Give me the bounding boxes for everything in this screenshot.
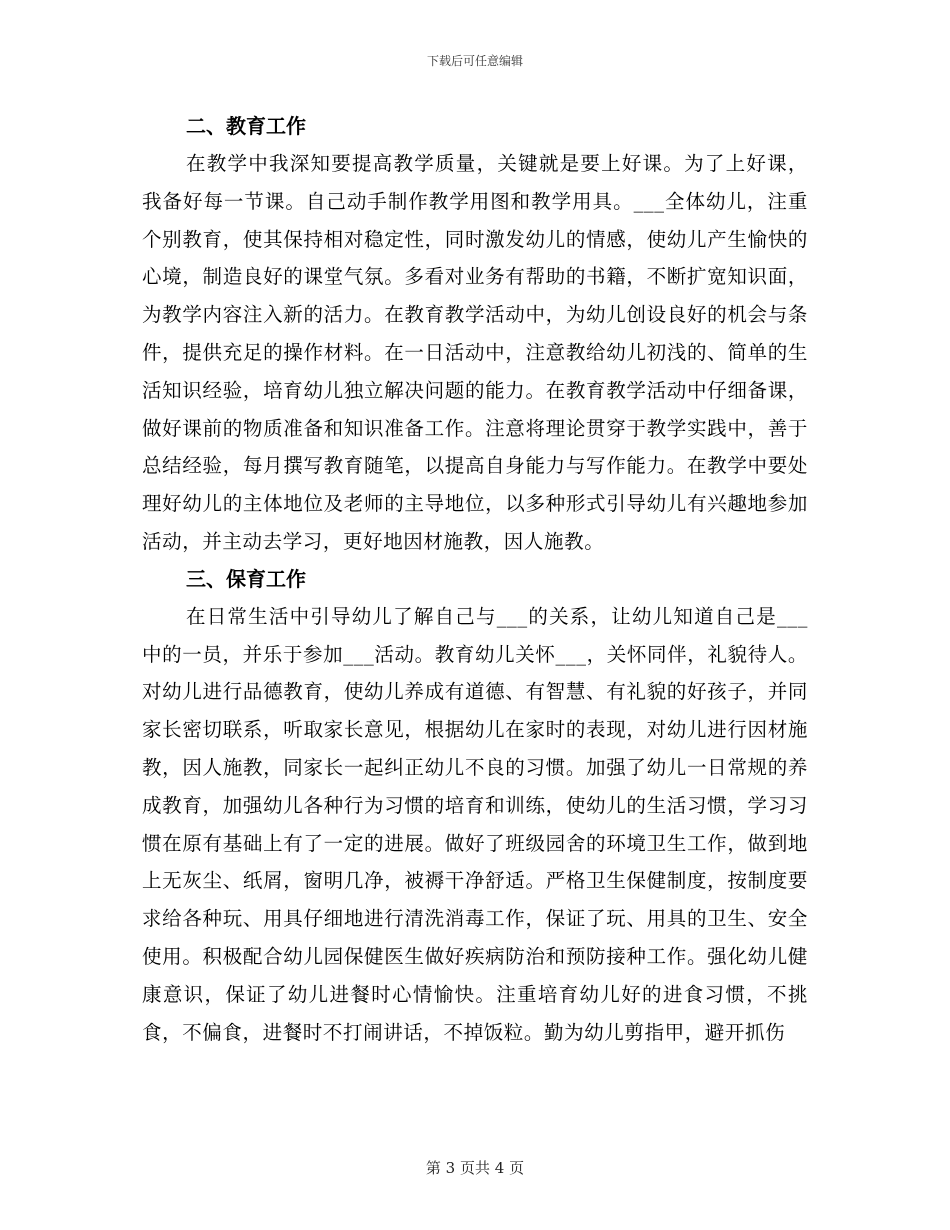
page-header: 下载后可任意编辑	[426, 54, 523, 68]
section-heading-childcare: 三、保育工作	[186, 566, 306, 591]
section-heading-education: 二、教育工作	[186, 114, 306, 138]
document-body	[142, 108, 808, 1051]
page-footer: 第 3 页共 4 页	[425, 1159, 525, 1177]
paragraph-education: 在教学中我深知要提高教学质量，关键就是要上好课。为了上好课，我备好每一节课。自己动手制作教学用图和教学用具。___全体幼儿，注重个别教育，使其保持相对稳定性，同时激发幼儿的情感，使幼儿产生愉快的心境，制造良好的课堂气氛。多看对业务有帮助的书籍，不断扩宽知识面，为教学内容注入新的活力。在教育教学活动中，为幼儿创设良好的机会与条件，提供充足的操作材料。在一日活动中，注意教给幼儿初浅的、简单的生活知识经验，培育幼儿独立解决问题的能力。在教育教学活动中仔细备课，做好课前的物质准备和知识准备工作。注意将理论贯穿于教学实践中，善于总结经验，每月撰写教育随笔，以提高自身能力与写作能力。在教学中要处理好幼儿的主体地位及老师的主导地位，以多种形式引导幼儿有兴趣地参加活动，并主动去学习，更好地因材施教，因人施教。	[142, 152, 808, 553]
paragraph-childcare: 在日常生活中引导幼儿了解自己与___的关系，让幼儿知道自己是___中的一员，并乐于参加___活动。教育幼儿关怀___，关怀同伴，礼貌待人。对幼儿进行品德教育，使幼儿养成有道德、有智慧、有礼貌的好孩子，并同家长密切联系，听取家长意见，根据幼儿在家时的表现，对幼儿进行因材施教，因人施教，同家长一起纠正幼儿不良的习惯。加强了幼儿一日常规的养成教育，加强幼儿各种行为习惯的培育和训练，使幼儿的生活习惯，学习习惯在原有基础上有了一定的进展。做好了班级园舍的环境卫生工作，做到地上无灰尘、纸屑，窗明几净，被褥干净舒适。严格卫生保健制度，按制度要求给各种玩、用具仔细地进行清洗消毒工作，保证了玩、用具的卫生、安全使用。积极配合幼儿园保健医生做好疾病防治和预防接种工作。强化幼儿健康意识，保证了幼儿进餐时心情愉快。注重培育幼儿好的进食习惯，不挑食，不偏食，进餐时不打闹讲话，不掉饭粒。勤为幼儿剪指甲，避开抓伤	[142, 604, 808, 1044]
